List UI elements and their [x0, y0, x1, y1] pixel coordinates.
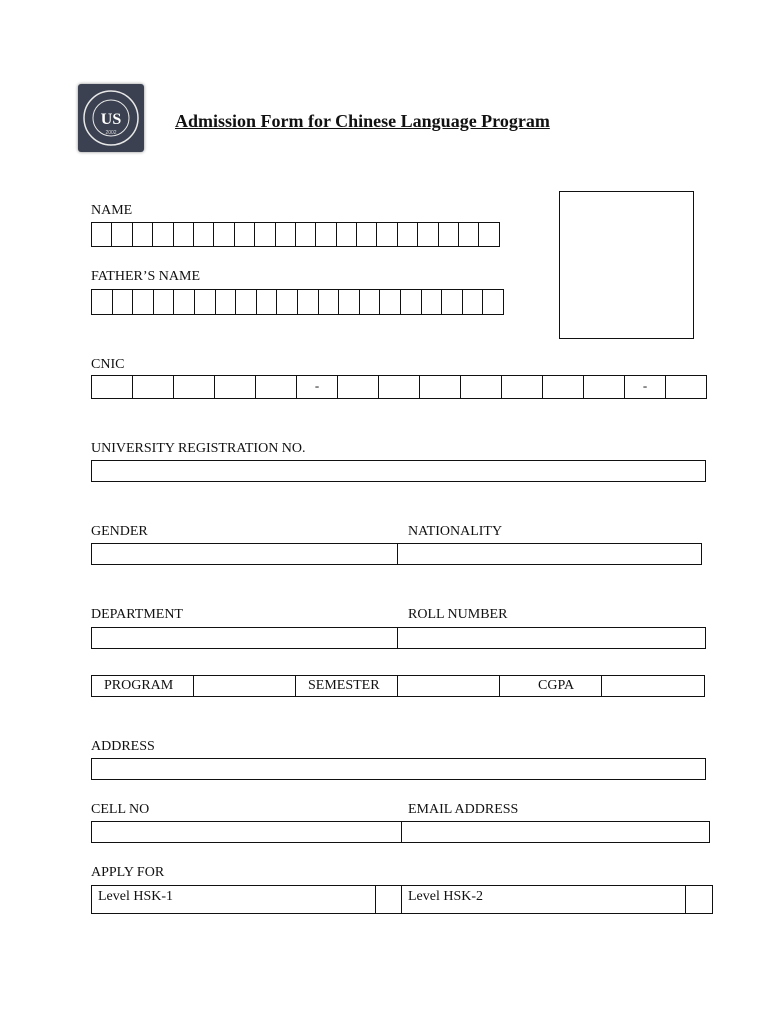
char-cell[interactable]	[398, 223, 418, 247]
char-cell[interactable]	[154, 290, 175, 315]
char-cell[interactable]	[276, 223, 296, 247]
photo-box[interactable]	[559, 191, 694, 339]
level-hsk-1-checkbox[interactable]	[376, 886, 402, 913]
char-cell[interactable]	[112, 223, 132, 247]
program-field[interactable]	[194, 676, 296, 696]
university-logo	[78, 84, 144, 152]
address-label: ADDRESS	[91, 739, 155, 754]
father-name-input-cells[interactable]	[91, 289, 504, 315]
registration-label: UNIVERSITY REGISTRATION NO.	[91, 441, 306, 456]
cnic-cell[interactable]	[502, 376, 543, 399]
char-cell[interactable]	[463, 290, 484, 315]
apply-for-row	[91, 885, 713, 914]
char-cell[interactable]	[92, 223, 112, 247]
department-field[interactable]	[92, 628, 397, 648]
logo-year: 2002	[105, 130, 117, 136]
char-cell[interactable]	[357, 223, 377, 247]
roll-number-field[interactable]	[398, 628, 705, 648]
apply-for-label: APPLY FOR	[91, 865, 165, 880]
roll-number-label: ROLL NUMBER	[408, 607, 508, 622]
cnic-input-cells[interactable]	[91, 375, 707, 399]
cnic-cell[interactable]	[92, 376, 133, 399]
char-cell[interactable]	[380, 290, 401, 315]
char-cell[interactable]	[257, 290, 278, 315]
char-cell[interactable]	[133, 290, 154, 315]
cnic-cell[interactable]	[666, 376, 707, 399]
char-cell[interactable]	[296, 223, 316, 247]
semester-label: SEMESTER	[296, 676, 398, 696]
cnic-cell[interactable]	[461, 376, 502, 399]
nationality-field[interactable]	[398, 544, 701, 564]
cell-email-row	[91, 821, 710, 843]
char-cell[interactable]	[113, 290, 134, 315]
char-cell[interactable]	[298, 290, 319, 315]
char-cell[interactable]	[92, 290, 113, 315]
char-cell[interactable]	[479, 223, 499, 247]
email-field[interactable]	[402, 822, 709, 842]
program-semester-cgpa-row	[91, 675, 705, 697]
gender-nationality-row	[91, 543, 702, 565]
char-cell[interactable]	[216, 290, 237, 315]
cnic-cell[interactable]	[584, 376, 625, 399]
char-cell[interactable]	[360, 290, 381, 315]
char-cell[interactable]	[214, 223, 234, 247]
char-cell[interactable]	[316, 223, 336, 247]
department-label: DEPARTMENT	[91, 607, 183, 622]
address-field[interactable]	[91, 758, 706, 780]
char-cell[interactable]	[337, 223, 357, 247]
gender-label: GENDER	[91, 524, 148, 539]
char-cell[interactable]	[422, 290, 443, 315]
email-label: EMAIL ADDRESS	[408, 802, 519, 817]
cell-field[interactable]	[92, 822, 401, 842]
cgpa-label: CGPA	[500, 676, 602, 696]
cnic-cell[interactable]	[174, 376, 215, 399]
char-cell[interactable]	[442, 290, 463, 315]
char-cell[interactable]	[339, 290, 360, 315]
nationality-label: NATIONALITY	[408, 524, 503, 539]
cnic-cell[interactable]	[215, 376, 256, 399]
char-cell[interactable]	[319, 290, 340, 315]
department-roll-row	[91, 627, 706, 649]
cnic-cell[interactable]	[133, 376, 174, 399]
cnic-cell[interactable]	[420, 376, 461, 399]
registration-field[interactable]	[91, 460, 706, 482]
char-cell[interactable]	[255, 223, 275, 247]
cnic-label: CNIC	[91, 357, 125, 372]
cnic-separator: -	[297, 376, 338, 399]
char-cell[interactable]	[174, 290, 195, 315]
char-cell[interactable]	[133, 223, 153, 247]
name-label: NAME	[91, 203, 133, 218]
char-cell[interactable]	[235, 223, 255, 247]
program-label: PROGRAM	[92, 676, 194, 696]
char-cell[interactable]	[195, 290, 216, 315]
cnic-cell[interactable]	[256, 376, 297, 399]
cgpa-field[interactable]	[602, 676, 704, 696]
cnic-cell[interactable]	[379, 376, 420, 399]
char-cell[interactable]	[459, 223, 479, 247]
father-name-label: FATHER’S NAME	[91, 269, 201, 284]
level-hsk-2-label: Level HSK-2	[402, 886, 686, 913]
char-cell[interactable]	[483, 290, 504, 315]
level-hsk-1-label: Level HSK-1	[92, 886, 376, 913]
cnic-separator: -	[625, 376, 666, 399]
char-cell[interactable]	[194, 223, 214, 247]
char-cell[interactable]	[377, 223, 397, 247]
name-input-cells[interactable]	[91, 222, 500, 247]
char-cell[interactable]	[401, 290, 422, 315]
char-cell[interactable]	[236, 290, 257, 315]
form-title: Admission Form for Chinese Language Program	[175, 111, 550, 131]
char-cell[interactable]	[277, 290, 298, 315]
logo-letters: US	[100, 111, 122, 128]
char-cell[interactable]	[439, 223, 459, 247]
char-cell[interactable]	[174, 223, 194, 247]
gender-field[interactable]	[92, 544, 397, 564]
char-cell[interactable]	[418, 223, 438, 247]
cnic-cell[interactable]	[338, 376, 379, 399]
cnic-cell[interactable]	[543, 376, 584, 399]
cell-label: CELL NO	[91, 802, 150, 817]
char-cell[interactable]	[153, 223, 173, 247]
level-hsk-2-checkbox[interactable]	[686, 886, 712, 913]
semester-field[interactable]	[398, 676, 500, 696]
